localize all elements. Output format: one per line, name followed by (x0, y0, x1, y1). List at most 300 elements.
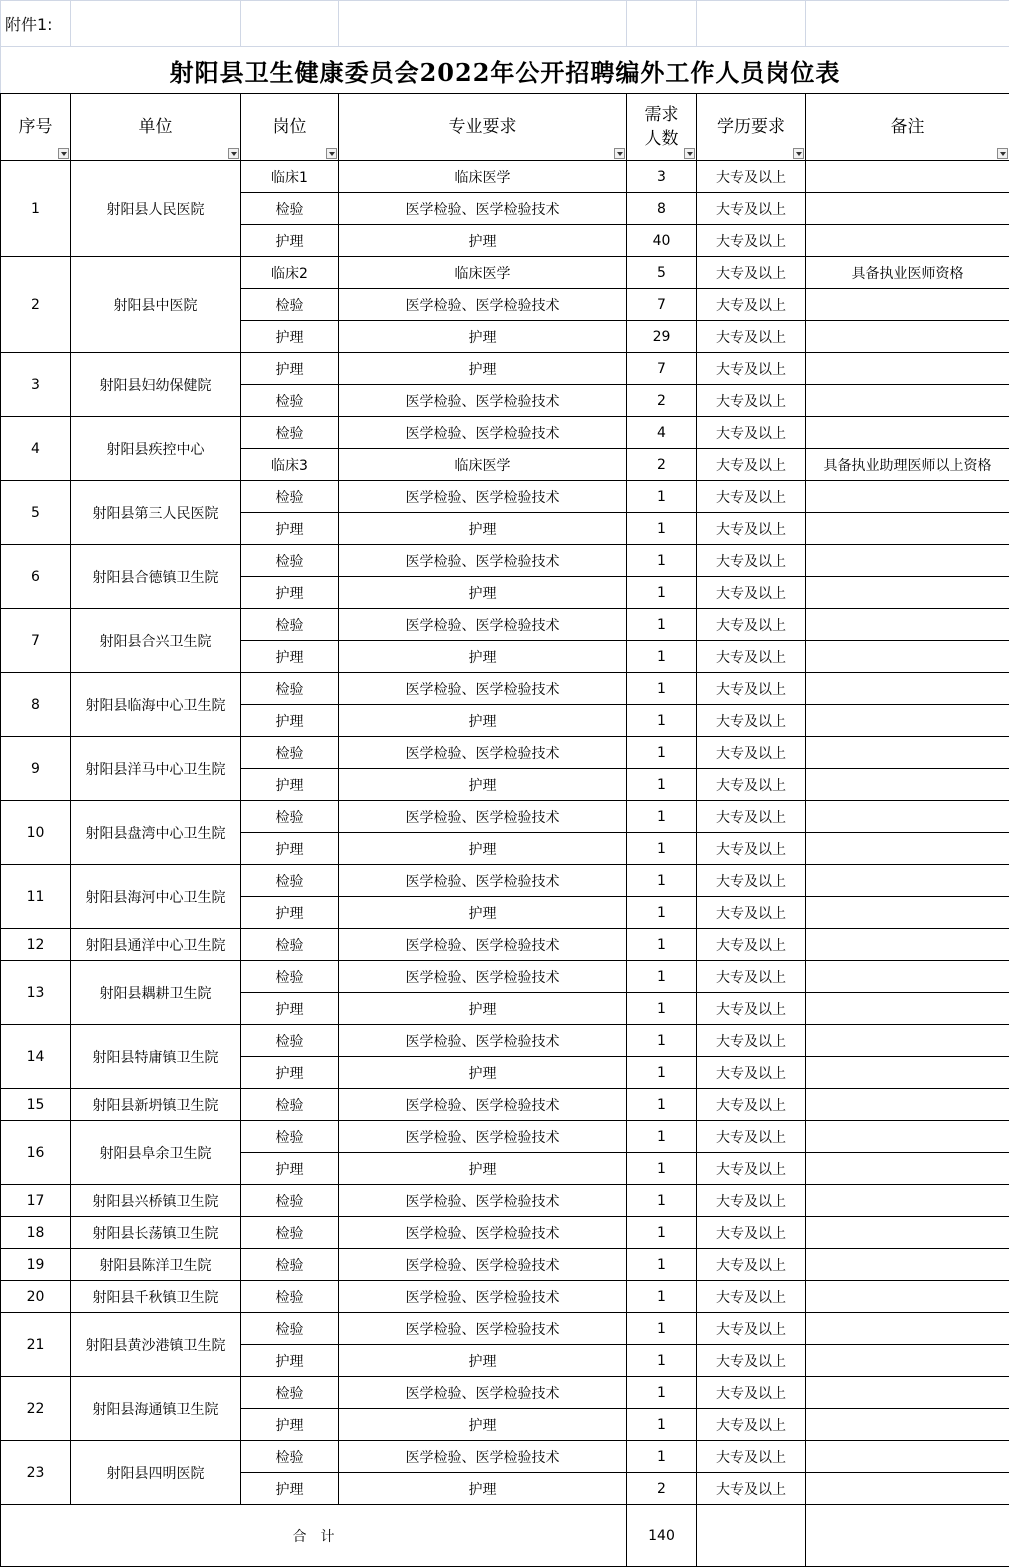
cell-remark[interactable]: 具备执业医师资格 (806, 257, 1009, 289)
cell-education[interactable]: 大专及以上 (697, 1313, 806, 1345)
cell-post[interactable]: 检验 (241, 1217, 339, 1249)
cell-unit[interactable]: 射阳县兴桥镇卫生院 (71, 1185, 241, 1217)
table-row (1, 417, 1009, 449)
filter-dropdown-icon[interactable] (228, 148, 239, 159)
cell-major[interactable]: 护理 (339, 1409, 627, 1441)
cell-education[interactable]: 大专及以上 (697, 1089, 806, 1121)
cell-remark[interactable] (806, 321, 1009, 353)
cell-major[interactable]: 医学检验、医学检验技术 (339, 929, 627, 961)
cell-post[interactable]: 护理 (241, 1409, 339, 1441)
cell-post[interactable]: 护理 (241, 1473, 339, 1505)
cell-education[interactable]: 大专及以上 (697, 1345, 806, 1377)
cell-seq[interactable]: 22 (1, 1377, 71, 1441)
cell-post[interactable]: 护理 (241, 833, 339, 865)
cell-remark[interactable] (806, 1345, 1009, 1377)
cell-remark[interactable] (806, 609, 1009, 641)
cell-education[interactable]: 大专及以上 (697, 961, 806, 993)
cell-remark[interactable] (806, 1217, 1009, 1249)
cell-count[interactable]: 1 (627, 897, 697, 929)
annex-label[interactable]: 附件1: (1, 1, 71, 47)
header-seq[interactable] (1, 94, 71, 161)
cell-seq[interactable]: 7 (1, 609, 71, 673)
cell-seq[interactable]: 12 (1, 929, 71, 961)
cell-remark[interactable] (806, 289, 1009, 321)
cell-education[interactable]: 大专及以上 (697, 1409, 806, 1441)
empty-cell[interactable] (627, 1, 697, 47)
cell-education[interactable]: 大专及以上 (697, 1057, 806, 1089)
cell-post[interactable]: 护理 (241, 513, 339, 545)
cell-seq[interactable]: 13 (1, 961, 71, 1025)
cell-remark[interactable] (806, 673, 1009, 705)
cell-remark[interactable] (806, 801, 1009, 833)
cell-seq[interactable]: 11 (1, 865, 71, 929)
cell-remark[interactable] (806, 1089, 1009, 1121)
cell-major[interactable]: 护理 (339, 1473, 627, 1505)
cell-count[interactable]: 1 (627, 801, 697, 833)
cell-major[interactable]: 医学检验、医学检验技术 (339, 1441, 627, 1473)
cell-major[interactable]: 临床医学 (339, 449, 627, 481)
cell-education[interactable]: 大专及以上 (697, 897, 806, 929)
cell-count[interactable]: 1 (627, 769, 697, 801)
cell-remark[interactable] (806, 1473, 1009, 1505)
empty-cell[interactable] (71, 1, 241, 47)
cell-major[interactable]: 护理 (339, 1153, 627, 1185)
cell-major[interactable]: 护理 (339, 705, 627, 737)
table-row (1, 961, 1009, 993)
empty-cell[interactable] (697, 1, 806, 47)
header-major-label: 专业要求 (449, 115, 517, 139)
cell-count[interactable]: 8 (627, 193, 697, 225)
cell-count[interactable]: 1 (627, 993, 697, 1025)
cell-education[interactable]: 大专及以上 (697, 1473, 806, 1505)
cell-major[interactable]: 护理 (339, 513, 627, 545)
cell-remark[interactable] (806, 1313, 1009, 1345)
cell-unit[interactable]: 射阳县海通镇卫生院 (71, 1377, 241, 1441)
total-label[interactable]: 合 计 (1, 1505, 627, 1567)
cell-post[interactable]: 检验 (241, 1313, 339, 1345)
empty-cell[interactable] (697, 1505, 806, 1567)
cell-education[interactable]: 大专及以上 (697, 481, 806, 513)
table-row (1, 1249, 1009, 1281)
cell-major[interactable]: 医学检验、医学检验技术 (339, 385, 627, 417)
cell-seq[interactable]: 21 (1, 1313, 71, 1377)
cell-post[interactable]: 检验 (241, 1089, 339, 1121)
cell-education[interactable]: 大专及以上 (697, 513, 806, 545)
cell-post[interactable]: 护理 (241, 897, 339, 929)
cell-remark[interactable] (806, 1409, 1009, 1441)
cell-education[interactable]: 大专及以上 (697, 289, 806, 321)
cell-major[interactable]: 护理 (339, 321, 627, 353)
cell-major[interactable]: 医学检验、医学检验技术 (339, 961, 627, 993)
cell-education[interactable]: 大专及以上 (697, 257, 806, 289)
cell-remark[interactable]: 具备执业助理医师以上资格 (806, 449, 1009, 481)
cell-education[interactable]: 大专及以上 (697, 1281, 806, 1313)
cell-count[interactable]: 1 (627, 1153, 697, 1185)
cell-post[interactable]: 检验 (241, 1281, 339, 1313)
cell-remark[interactable] (806, 641, 1009, 673)
cell-education[interactable]: 大专及以上 (697, 833, 806, 865)
cell-education[interactable]: 大专及以上 (697, 193, 806, 225)
cell-count[interactable]: 1 (627, 545, 697, 577)
cell-education[interactable]: 大专及以上 (697, 1441, 806, 1473)
cell-count[interactable]: 29 (627, 321, 697, 353)
cell-remark[interactable] (806, 1153, 1009, 1185)
cell-seq[interactable]: 16 (1, 1121, 71, 1185)
cell-remark[interactable] (806, 385, 1009, 417)
cell-remark[interactable] (806, 1025, 1009, 1057)
cell-major[interactable]: 医学检验、医学检验技术 (339, 673, 627, 705)
cell-major[interactable]: 医学检验、医学检验技术 (339, 1025, 627, 1057)
filter-dropdown-icon[interactable] (58, 148, 69, 159)
cell-remark[interactable] (806, 833, 1009, 865)
table-row (1, 609, 1009, 641)
cell-seq[interactable]: 23 (1, 1441, 71, 1505)
cell-count[interactable]: 1 (627, 865, 697, 897)
cell-education[interactable]: 大专及以上 (697, 577, 806, 609)
cell-unit[interactable]: 射阳县海河中心卫生院 (71, 865, 241, 929)
cell-major[interactable]: 医学检验、医学检验技术 (339, 1377, 627, 1409)
empty-cell[interactable] (339, 1, 627, 47)
cell-major[interactable]: 医学检验、医学检验技术 (339, 801, 627, 833)
header-count[interactable] (627, 94, 697, 161)
cell-post[interactable]: 护理 (241, 353, 339, 385)
cell-unit[interactable]: 射阳县陈洋卫生院 (71, 1249, 241, 1281)
header-remarks[interactable] (806, 94, 1009, 161)
filter-dropdown-icon[interactable] (793, 148, 804, 159)
cell-seq[interactable]: 19 (1, 1249, 71, 1281)
cell-major[interactable]: 护理 (339, 993, 627, 1025)
cell-count[interactable]: 7 (627, 353, 697, 385)
positions-table (0, 93, 1009, 1567)
cell-major[interactable]: 医学检验、医学检验技术 (339, 1089, 627, 1121)
cell-unit[interactable]: 射阳县盘湾中心卫生院 (71, 801, 241, 865)
cell-major[interactable]: 医学检验、医学检验技术 (339, 1185, 627, 1217)
cell-unit[interactable]: 射阳县洋马中心卫生院 (71, 737, 241, 801)
cell-count[interactable]: 1 (627, 1313, 697, 1345)
table-row (1, 1025, 1009, 1057)
cell-seq[interactable]: 20 (1, 1281, 71, 1313)
table-row (1, 1217, 1009, 1249)
cell-post[interactable]: 护理 (241, 705, 339, 737)
cell-post[interactable]: 护理 (241, 1345, 339, 1377)
cell-remark[interactable] (806, 1377, 1009, 1409)
cell-post[interactable]: 检验 (241, 865, 339, 897)
cell-post[interactable]: 检验 (241, 1185, 339, 1217)
header-unit-label: 单位 (139, 115, 173, 139)
cell-major[interactable]: 护理 (339, 225, 627, 257)
cell-education[interactable]: 大专及以上 (697, 1377, 806, 1409)
cell-post[interactable]: 检验 (241, 289, 339, 321)
cell-post[interactable]: 检验 (241, 801, 339, 833)
total-count[interactable]: 140 (627, 1505, 697, 1567)
cell-post[interactable]: 临床3 (241, 449, 339, 481)
cell-major[interactable]: 医学检验、医学检验技术 (339, 865, 627, 897)
cell-unit[interactable]: 射阳县新坍镇卫生院 (71, 1089, 241, 1121)
cell-remark[interactable] (806, 1249, 1009, 1281)
cell-major[interactable]: 医学检验、医学检验技术 (339, 1249, 627, 1281)
cell-unit[interactable]: 射阳县长荡镇卫生院 (71, 1217, 241, 1249)
cell-post[interactable]: 检验 (241, 1121, 339, 1153)
cell-count[interactable]: 5 (627, 257, 697, 289)
cell-count[interactable]: 1 (627, 1249, 697, 1281)
header-unit[interactable] (71, 94, 241, 161)
cell-major[interactable]: 医学检验、医学检验技术 (339, 1121, 627, 1153)
cell-seq[interactable]: 18 (1, 1217, 71, 1249)
cell-education[interactable]: 大专及以上 (697, 225, 806, 257)
cell-major[interactable]: 护理 (339, 1057, 627, 1089)
cell-count[interactable]: 2 (627, 1473, 697, 1505)
cell-remark[interactable] (806, 769, 1009, 801)
cell-education[interactable]: 大专及以上 (697, 353, 806, 385)
cell-education[interactable]: 大专及以上 (697, 1121, 806, 1153)
table-row (1, 481, 1009, 513)
cell-count[interactable]: 1 (627, 513, 697, 545)
cell-major[interactable]: 护理 (339, 353, 627, 385)
cell-remark[interactable] (806, 353, 1009, 385)
cell-unit[interactable]: 射阳县耦耕卫生院 (71, 961, 241, 1025)
cell-count[interactable]: 1 (627, 833, 697, 865)
cell-education[interactable]: 大专及以上 (697, 449, 806, 481)
cell-count[interactable]: 7 (627, 289, 697, 321)
cell-post[interactable]: 检验 (241, 737, 339, 769)
cell-remark[interactable] (806, 545, 1009, 577)
cell-post[interactable]: 检验 (241, 385, 339, 417)
cell-count[interactable]: 1 (627, 1057, 697, 1089)
cell-count[interactable]: 1 (627, 705, 697, 737)
empty-cell[interactable] (806, 1505, 1009, 1567)
sheet-top-area (0, 0, 1009, 94)
cell-unit[interactable]: 射阳县疾控中心 (71, 417, 241, 481)
cell-education[interactable]: 大专及以上 (697, 865, 806, 897)
cell-post[interactable]: 临床2 (241, 257, 339, 289)
cell-major[interactable]: 医学检验、医学检验技术 (339, 417, 627, 449)
cell-remark[interactable] (806, 961, 1009, 993)
cell-major[interactable]: 医学检验、医学检验技术 (339, 289, 627, 321)
filter-dropdown-icon[interactable] (614, 148, 625, 159)
cell-education[interactable]: 大专及以上 (697, 1249, 806, 1281)
cell-education[interactable]: 大专及以上 (697, 993, 806, 1025)
empty-cell[interactable] (241, 1, 339, 47)
cell-post[interactable]: 检验 (241, 961, 339, 993)
cell-post[interactable]: 护理 (241, 321, 339, 353)
cell-education[interactable]: 大专及以上 (697, 1153, 806, 1185)
cell-unit[interactable]: 射阳县妇幼保健院 (71, 353, 241, 417)
cell-education[interactable]: 大专及以上 (697, 609, 806, 641)
cell-count[interactable]: 1 (627, 673, 697, 705)
cell-remark[interactable] (806, 1441, 1009, 1473)
cell-seq[interactable]: 3 (1, 353, 71, 417)
cell-major[interactable]: 临床医学 (339, 257, 627, 289)
cell-count[interactable]: 1 (627, 1121, 697, 1153)
cell-post[interactable]: 检验 (241, 609, 339, 641)
cell-unit[interactable]: 射阳县人民医院 (71, 161, 241, 257)
table-row (1, 257, 1009, 289)
cell-remark[interactable] (806, 1121, 1009, 1153)
cell-unit[interactable]: 射阳县千秋镇卫生院 (71, 1281, 241, 1313)
cell-post[interactable]: 检验 (241, 673, 339, 705)
cell-remark[interactable] (806, 1185, 1009, 1217)
cell-unit[interactable]: 射阳县四明医院 (71, 1441, 241, 1505)
cell-post[interactable]: 检验 (241, 929, 339, 961)
cell-major[interactable]: 医学检验、医学检验技术 (339, 545, 627, 577)
header-post[interactable] (241, 94, 339, 161)
cell-seq[interactable]: 14 (1, 1025, 71, 1089)
cell-count[interactable]: 4 (627, 417, 697, 449)
table-row (1, 1185, 1009, 1217)
cell-education[interactable]: 大专及以上 (697, 1025, 806, 1057)
cell-remark[interactable] (806, 193, 1009, 225)
cell-remark[interactable] (806, 577, 1009, 609)
cell-remark[interactable] (806, 481, 1009, 513)
cell-education[interactable]: 大专及以上 (697, 801, 806, 833)
cell-unit[interactable]: 射阳县特庸镇卫生院 (71, 1025, 241, 1089)
cell-unit[interactable]: 射阳县中医院 (71, 257, 241, 353)
cell-post[interactable]: 检验 (241, 545, 339, 577)
cell-major[interactable]: 护理 (339, 577, 627, 609)
cell-major[interactable]: 临床医学 (339, 161, 627, 193)
cell-seq[interactable]: 1 (1, 161, 71, 257)
cell-major[interactable]: 护理 (339, 897, 627, 929)
cell-remark[interactable] (806, 705, 1009, 737)
filter-dropdown-icon[interactable] (997, 148, 1008, 159)
cell-count[interactable]: 1 (627, 1441, 697, 1473)
cell-education[interactable]: 大专及以上 (697, 545, 806, 577)
cell-seq[interactable]: 17 (1, 1185, 71, 1217)
cell-unit[interactable]: 射阳县合兴卫生院 (71, 609, 241, 673)
cell-post[interactable]: 检验 (241, 417, 339, 449)
cell-major[interactable]: 护理 (339, 769, 627, 801)
cell-post[interactable]: 检验 (241, 193, 339, 225)
cell-post[interactable]: 临床1 (241, 161, 339, 193)
cell-count[interactable]: 1 (627, 641, 697, 673)
cell-remark[interactable] (806, 1281, 1009, 1313)
cell-post[interactable]: 检验 (241, 1377, 339, 1409)
cell-remark[interactable] (806, 897, 1009, 929)
cell-education[interactable]: 大专及以上 (697, 417, 806, 449)
cell-remark[interactable] (806, 1057, 1009, 1089)
cell-education[interactable]: 大专及以上 (697, 1217, 806, 1249)
filter-dropdown-icon[interactable] (326, 148, 337, 159)
cell-count[interactable]: 1 (627, 1217, 697, 1249)
header-education-label: 学历要求 (717, 115, 785, 139)
cell-education[interactable]: 大专及以上 (697, 673, 806, 705)
cell-post[interactable]: 检验 (241, 1441, 339, 1473)
cell-post[interactable]: 护理 (241, 225, 339, 257)
cell-seq[interactable]: 2 (1, 257, 71, 353)
cell-major[interactable]: 医学检验、医学检验技术 (339, 481, 627, 513)
cell-seq[interactable]: 5 (1, 481, 71, 545)
cell-education[interactable]: 大专及以上 (697, 161, 806, 193)
cell-education[interactable]: 大专及以上 (697, 705, 806, 737)
cell-count[interactable]: 1 (627, 1377, 697, 1409)
cell-unit[interactable]: 射阳县通洋中心卫生院 (71, 929, 241, 961)
cell-post[interactable]: 检验 (241, 1249, 339, 1281)
cell-unit[interactable]: 射阳县第三人民医院 (71, 481, 241, 545)
table-row (1, 1441, 1009, 1473)
cell-count[interactable]: 2 (627, 385, 697, 417)
cell-post[interactable]: 护理 (241, 1153, 339, 1185)
cell-seq[interactable]: 15 (1, 1089, 71, 1121)
cell-major[interactable]: 护理 (339, 833, 627, 865)
cell-seq[interactable]: 4 (1, 417, 71, 481)
empty-cell[interactable] (806, 1, 1009, 47)
cell-post[interactable]: 护理 (241, 641, 339, 673)
cell-post[interactable]: 护理 (241, 1057, 339, 1089)
cell-major[interactable]: 护理 (339, 641, 627, 673)
cell-unit[interactable]: 射阳县黄沙港镇卫生院 (71, 1313, 241, 1377)
cell-seq[interactable]: 10 (1, 801, 71, 865)
cell-count[interactable]: 1 (627, 1281, 697, 1313)
cell-post[interactable]: 护理 (241, 993, 339, 1025)
cell-remark[interactable] (806, 993, 1009, 1025)
cell-post[interactable]: 检验 (241, 1025, 339, 1057)
cell-post[interactable]: 检验 (241, 481, 339, 513)
cell-seq[interactable]: 6 (1, 545, 71, 609)
cell-count[interactable]: 1 (627, 929, 697, 961)
cell-count[interactable]: 1 (627, 577, 697, 609)
cell-education[interactable]: 大专及以上 (697, 769, 806, 801)
cell-major[interactable]: 医学检验、医学检验技术 (339, 1281, 627, 1313)
cell-count[interactable]: 1 (627, 481, 697, 513)
cell-major[interactable]: 医学检验、医学检验技术 (339, 193, 627, 225)
cell-education[interactable]: 大专及以上 (697, 929, 806, 961)
cell-count[interactable]: 1 (627, 961, 697, 993)
cell-unit[interactable]: 射阳县临海中心卫生院 (71, 673, 241, 737)
cell-remark[interactable] (806, 929, 1009, 961)
table-row (1, 865, 1009, 897)
cell-major[interactable]: 护理 (339, 1345, 627, 1377)
cell-post[interactable]: 护理 (241, 577, 339, 609)
cell-count[interactable]: 1 (627, 1345, 697, 1377)
cell-count[interactable]: 40 (627, 225, 697, 257)
cell-education[interactable]: 大专及以上 (697, 641, 806, 673)
header-education[interactable] (697, 94, 806, 161)
cell-major[interactable]: 医学检验、医学检验技术 (339, 1313, 627, 1345)
cell-major[interactable]: 医学检验、医学检验技术 (339, 737, 627, 769)
cell-count[interactable]: 3 (627, 161, 697, 193)
cell-education[interactable]: 大专及以上 (697, 1185, 806, 1217)
cell-remark[interactable] (806, 225, 1009, 257)
filter-dropdown-icon[interactable] (684, 148, 695, 159)
cell-seq[interactable]: 8 (1, 673, 71, 737)
cell-unit[interactable]: 射阳县合德镇卫生院 (71, 545, 241, 609)
cell-count[interactable]: 1 (627, 1089, 697, 1121)
header-major[interactable] (339, 94, 627, 161)
cell-education[interactable]: 大专及以上 (697, 385, 806, 417)
cell-remark[interactable] (806, 417, 1009, 449)
cell-count[interactable]: 1 (627, 1409, 697, 1441)
cell-post[interactable]: 护理 (241, 769, 339, 801)
header-post-label: 岗位 (273, 115, 307, 139)
cell-count[interactable]: 1 (627, 1185, 697, 1217)
cell-major[interactable]: 医学检验、医学检验技术 (339, 1217, 627, 1249)
cell-count[interactable]: 2 (627, 449, 697, 481)
cell-count[interactable]: 1 (627, 1025, 697, 1057)
cell-remark[interactable] (806, 865, 1009, 897)
cell-education[interactable]: 大专及以上 (697, 737, 806, 769)
page-title[interactable]: 射阳县卫生健康委员会2022年公开招聘编外工作人员岗位表 (1, 47, 1009, 94)
cell-remark[interactable] (806, 513, 1009, 545)
cell-major[interactable]: 医学检验、医学检验技术 (339, 609, 627, 641)
cell-remark[interactable] (806, 737, 1009, 769)
cell-count[interactable]: 1 (627, 609, 697, 641)
cell-count[interactable]: 1 (627, 737, 697, 769)
table-row (1, 1281, 1009, 1313)
cell-education[interactable]: 大专及以上 (697, 321, 806, 353)
cell-seq[interactable]: 9 (1, 737, 71, 801)
cell-unit[interactable]: 射阳县阜余卫生院 (71, 1121, 241, 1185)
cell-remark[interactable] (806, 161, 1009, 193)
